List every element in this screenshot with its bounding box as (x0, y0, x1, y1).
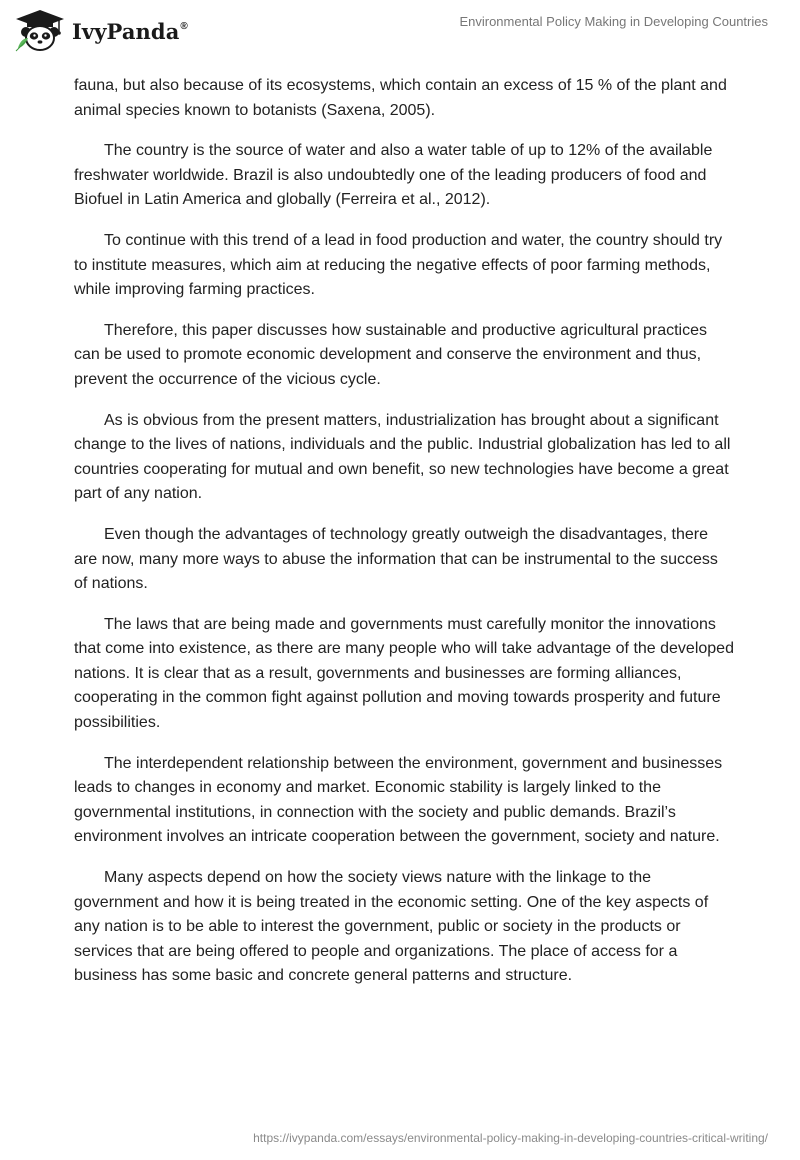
paragraph: Even though the advantages of technology greatly outweigh the disadvantages, there are now, many more ways to abuse the information that can be instrumental to the success of nations. (74, 525, 718, 593)
panda-graduate-icon (14, 8, 66, 52)
paragraph: The laws that are being made and governments must carefully monitor the innovations that come into existence, as there are many people who will take advantage of the developed nations. It is clear that as a result, governments and businesses are forming alliances, cooperating in the common fight against pollution and moving towards prosperity and future possibilities. (74, 615, 734, 732)
paragraph: fauna, but also because of its ecosystems, which contain an excess of 15 % of the plant and animal species known to botanists (Saxena, 2005). (74, 77, 727, 119)
document-title: Environmental Policy Making in Developing Countries (459, 14, 768, 29)
essay-body (74, 74, 734, 1005)
brand-name: IvyPanda® (72, 18, 188, 44)
paragraph: To continue with this trend of a lead in food production and water, the country should try to institute measures, which aim at reducing the negative effects of poor farming methods, while improving farming practices. (74, 231, 723, 299)
paragraph: The interdependent relationship between the environment, government and businesses leads to changes in economy and market. Economic stability is largely linked to the governmental institutions, in connection with the society and public demands. Brazil’s environment involves an intricate cooperation between the government, society and nature. (74, 754, 723, 846)
ivypanda-logo[interactable] (14, 8, 188, 52)
source-url-link[interactable]: https://ivypanda.com/essays/environmental-policy-making-in-developing-countries-critical-writing/ (253, 1131, 768, 1145)
paragraph: Therefore, this paper discusses how sustainable and productive agricultural practices can be used to promote economic development and conserve the environment and thus, prevent the occurrence of the vicious cycle. (74, 321, 707, 388)
registered-mark: ® (180, 20, 188, 32)
paragraph: Many aspects depend on how the society views nature with the linkage to the government and how it is being treated in the economic setting. One of the key aspects of any nation is to be able to interest the government, public or society in the products or services that are being offered to people and organizations. The place of access for a business has some basic and concrete general patterns and structure. (74, 869, 709, 985)
paragraph: As is obvious from the present matters, industrialization has brought about a significant change to the lives of nations, individuals and the public. Industrial globalization has led to all countries cooperating for mutual and own benefit, so new technologies have become a great part of any nation. (74, 411, 731, 503)
paragraph: The country is the source of water and also a water table of up to 12% of the available freshwater worldwide. Brazil is also undoubtedly one of the leading producers of food and Biofuel in Latin America and globally (Ferreira et al., 2012). (74, 142, 713, 209)
page-header (0, 0, 800, 66)
